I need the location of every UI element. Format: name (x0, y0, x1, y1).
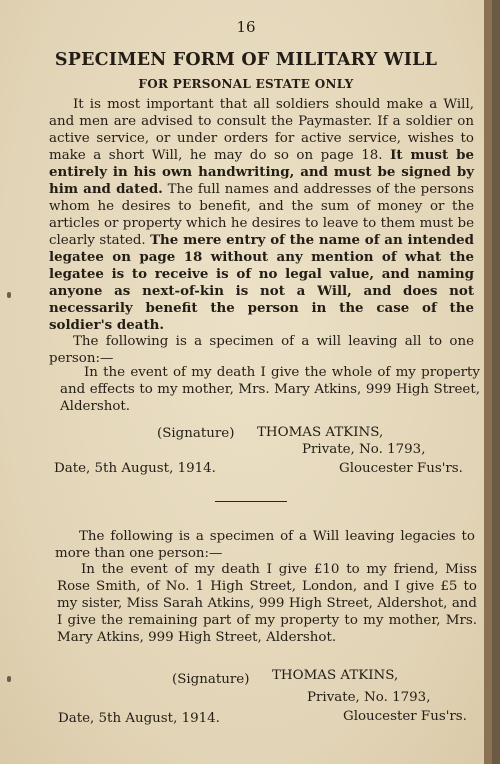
example2-will-text: In the event of my death I give £10 to my friend, Miss Rose Smith, of No. 1 High Street, London, and I give £5 to my sister, Miss Sarah Atkins, 999 High Street, Aldershot, and I give the remaining part of my property to my mother, Mrs. Mary Atkins, 999 High Street, Aldershot. (57, 562, 477, 645)
section-divider (215, 501, 287, 502)
intro-text-2: The full names and addresses of the persons whom he desires to benefit, and the sum of money or the articles or property which he desires to leave to them must be clearly stated. (49, 182, 474, 248)
example2-lead: The following is a specimen of a Will leaving legacies to more than one person:— (55, 529, 475, 561)
example1-signature-label: (Signature) (157, 426, 235, 441)
example2-rank: Private, No. 1793, (307, 690, 431, 705)
intro-text-1: It is most important that all soldiers should make a Will, and men are advised to consult the Paymaster. If a soldier on active service, or under orders for active service, wishes to make a short Will, he may do so on page 18. (49, 97, 474, 163)
intro-paragraph (49, 96, 474, 334)
intro-bold-1: It must be entirely in his own handwriting, and must be signed by him and dated. (49, 147, 474, 197)
page-number: 16 (236, 18, 256, 36)
example2-regiment: Gloucester Fus'rs. (343, 709, 467, 724)
page-title: SPECIMEN FORM OF MILITARY WILL (54, 50, 438, 70)
example1-date: Date, 5th August, 1914. (54, 461, 216, 476)
example2-date: Date, 5th August, 1914. (58, 711, 220, 726)
example1-will-text: In the event of my death I give the whole of my property and effects to my mother, Mrs. Mary Atkins, 999 High Street, Aldershot. (60, 365, 480, 414)
example2-signer-name: THOMAS ATKINS, (272, 668, 399, 683)
page-subtitle: FOR PERSONAL ESTATE ONLY (138, 77, 354, 91)
example1-lead: The following is a specimen of a will leaving all to one person:— (49, 334, 474, 366)
example1-regiment: Gloucester Fus'rs. (339, 461, 463, 476)
ink-speck (7, 676, 11, 682)
intro-bold-2: The mere entry of the name of an intended legatee on page 18 without any mention of what the legatee is to receive is of no legal value, and naming anyone as next-of-kin is not a Will, and does not necessarily benefit the person in the case of the soldier's death. (49, 232, 474, 333)
example2-signature-label: (Signature) (172, 672, 250, 687)
example1-rank: Private, No. 1793, (302, 442, 426, 457)
page-edge (484, 0, 492, 764)
example1-signer-name: THOMAS ATKINS, (257, 425, 384, 440)
ink-speck (7, 292, 11, 298)
